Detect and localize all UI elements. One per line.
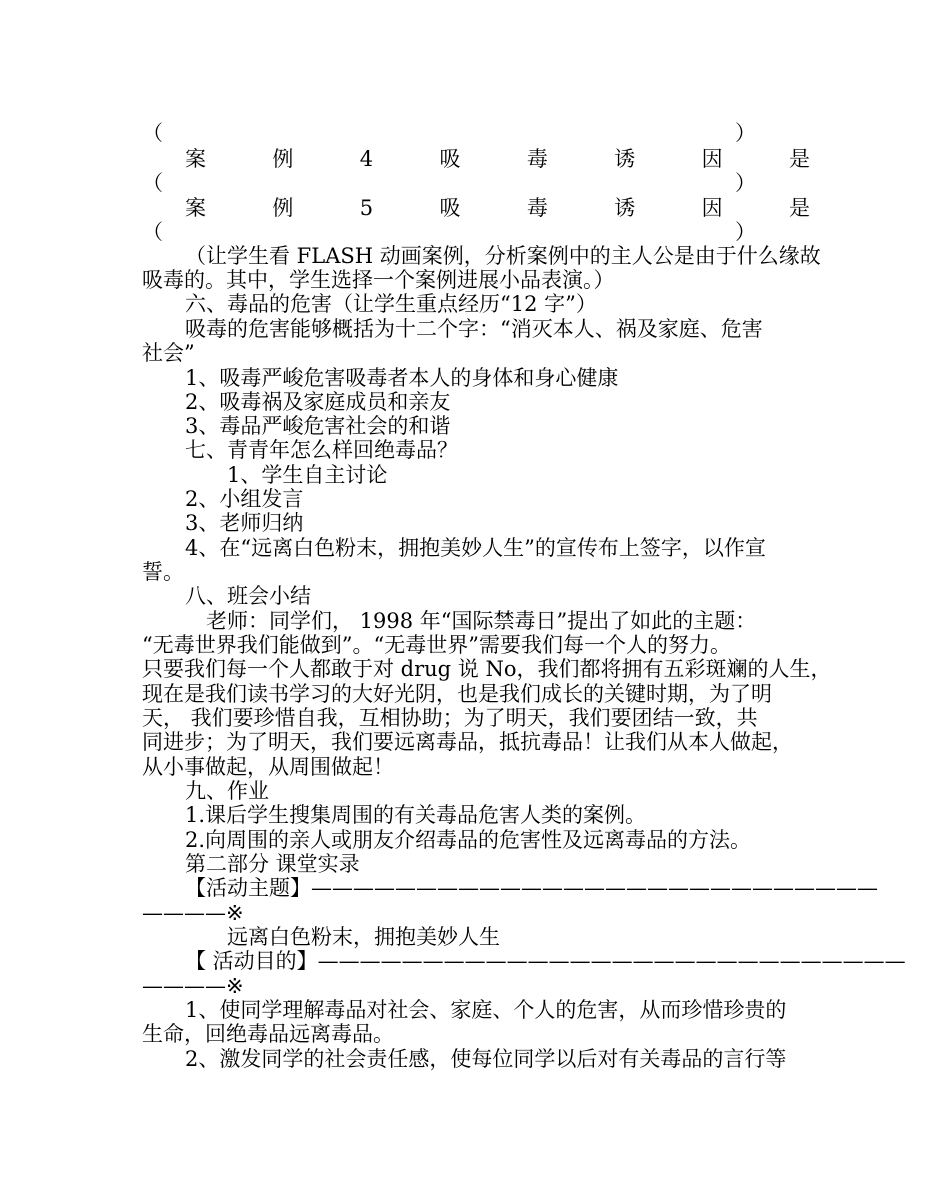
case-char: 案 [185,147,206,171]
paragraph-line: 只要我们每一个人都敢于对 drug 说 No，我们都将拥有五彩斑斓的人生， [142,657,832,681]
list-item: 1、吸毒严峻危害吸毒者本人的身体和身心健康 [185,366,619,390]
section-heading: 六、毒品的危害（让学生重点经历“12 字”） [185,292,597,316]
list-item: 1.课后学生搜集周围的有关毒品危害人类的案例。 [185,803,647,827]
paragraph-line: 誓。 [142,560,184,584]
case-number: 4 [359,147,374,171]
paragraph-line: 老师：同学们， 1998 年“国际禁毒日”提出了如此的主题： [206,609,757,633]
case-number: 5 [359,196,374,220]
right-paren: ） [735,171,756,195]
section-heading: 八、班会小结 [185,584,311,608]
case-char: 因 [701,147,723,171]
blank-line-3 [142,220,810,244]
activity-theme: 远离白色粉末，拥抱美妙人生 [227,925,500,949]
list-item: 4、在“远离白色粉末，拥抱美妙人生”的宣传布上签字，以作宣 [185,536,766,560]
blank-line-2 [142,171,810,195]
case-char: 诱 [614,196,636,220]
list-item: 1、使同学理解毒品对社会、家庭、个人的危害，从而珍惜珍贵的 [185,998,787,1022]
case-char: 毒 [526,147,548,171]
heading-tail: ————※ [142,901,244,925]
list-item: 2.向周围的亲人或朋友介绍毒品的危害性及远离毒品的方法。 [185,828,752,852]
list-item: 2、激发同学的社会责任感，使每位同学以后对有关毒品的言行等 [185,1047,787,1071]
activity-goal-heading: 【 活动目的】———————————————————————————— [185,949,906,973]
part-heading: 第二部分 课堂实录 [185,852,360,876]
blank-line-1 [142,121,810,145]
case-char: 例 [272,147,294,171]
list-item: 3、毒品严峻危害社会的和谐 [185,414,451,438]
case-char: 例 [272,196,294,220]
list-item: 3、老师归纳 [185,511,304,535]
right-paren: ） [735,220,756,244]
case-char: 因 [701,196,723,220]
paragraph-line: （让学生看 FLASH 动画案例，分析案例中的主人公是由于什么缘故 [185,244,821,268]
case-char: 案 [185,196,206,220]
case-char: 是 [789,147,810,171]
paragraph-line: 现在是我们读书学习的大好光阴，也是我们成长的关键时期，为了明 [142,682,772,706]
paragraph-line: 吸毒的。其中，学生选择一个案例进展小品表演。） [142,268,615,292]
paragraph-line: 社会” [142,341,195,365]
list-item: 2、小组发言 [185,487,304,511]
left-paren: （ [142,220,163,244]
case-char: 是 [789,196,810,220]
section-heading: 九、作业 [185,779,269,803]
paragraph-line: 从小事做起，从周围做起！ [142,755,394,779]
paragraph-line: 天， 我们要珍惜自我，互相协助；为了明天，我们要团结一致，共 [142,706,758,730]
paragraph-line: “无毒世界我们能做到”。“无毒世界”需要我们每一个人的努力。 [142,633,731,657]
heading-tail: ————※ [142,974,244,998]
right-paren: ） [735,121,756,145]
activity-theme-heading: 【活动主题】——————————————————————————— [185,876,878,900]
case-char: 诱 [614,147,636,171]
case-char: 吸 [439,147,461,171]
case-char: 毒 [526,196,548,220]
list-item: 2、吸毒祸及家庭成员和亲友 [185,390,451,414]
list-item: 1、学生自主讨论 [227,463,388,487]
left-paren: （ [142,171,163,195]
section-heading: 七、青青年怎么样回绝毒品？ [185,438,458,462]
paragraph-line: 同进步；为了明天，我们要远离毒品，抵抗毒品！让我们从本人做起， [142,730,793,754]
case-5-line [185,196,810,220]
case-char: 吸 [439,196,461,220]
left-paren: （ [142,121,163,145]
paragraph-line: 吸毒的危害能够概括为十二个字：“消灭本人、祸及家庭、危害 [185,317,763,341]
paragraph-line: 生命，回绝毒品远离毒品。 [142,1022,394,1046]
case-4-line [185,147,810,171]
